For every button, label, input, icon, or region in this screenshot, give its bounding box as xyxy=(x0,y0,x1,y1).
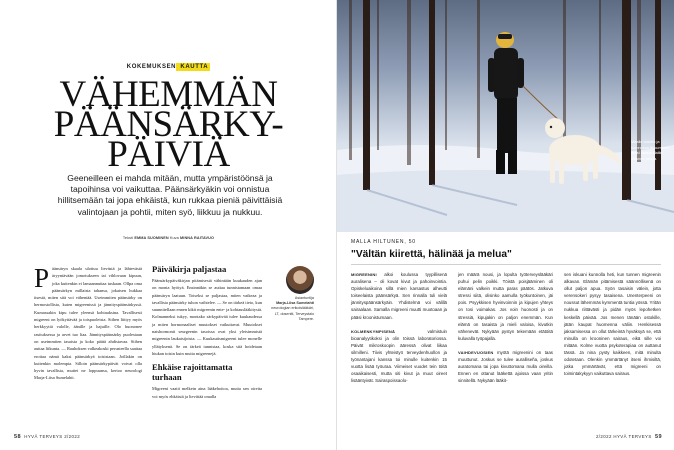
expert-caption-label: Asiantuntija xyxy=(294,296,314,300)
folio-left xyxy=(14,434,80,440)
story-column-1-text-2: valmistuin bioanalyytikoksi ja olin töissä laboratoriossa. Päivät mikroskoopin ääressä olivat liikaa silmilleni. Tiivis yhteistyö terveydenhuollon ja työnantajani kanssa toi minulle kuitenkin 15 vuotta lisää työuraa. Viimeiset vuodet tein töitä osaaikaisesti, mutta siti kivut ja muut oireet lisääntyivät. Sairaspoissaolo- xyxy=(351,328,447,384)
expert-name: Marja-Liisa Sumelahti xyxy=(276,301,314,306)
quote-title: "Vältän kiirettä, hälinää ja melua" xyxy=(351,249,512,260)
drop-cap: P xyxy=(34,263,50,293)
expert-title: neurologian erikoislääkäri, LT, dosentti, Terveystalo Tampere. xyxy=(271,306,314,321)
story-column-2-text-2: myötä migreenini on taas muuttunut. Joskus se tulee auralliseña, joskus auratomana tai jopa kivuttomana mulla oireilla. Ennen en ottanut lääkettä ajoissa vaan yritin sinnitellä. Nykyään lääkit- xyxy=(458,350,553,384)
expert-caption xyxy=(268,296,314,322)
subhead-prevent: Ehkäise rajoittamatta turhaan xyxy=(152,362,233,383)
story-column-2 xyxy=(458,271,553,385)
magazine-name-left: HYVÄ TERVEYS 2/2022 xyxy=(24,434,81,439)
winter-forest-photo xyxy=(337,0,674,232)
headline-line-3: PÄIVIÄ xyxy=(107,134,230,175)
body-column-1 xyxy=(34,265,142,382)
story-column-1-text: alkoi koulussa tyypillisenä auralisena – oli kovat kivut ja pahoinvointia. Opiskeluaikoina sillä mien karsastus alheutti toiseelaista päänsärkyä. Sen rinnalla tuli vielä jännityspäänsärkyäin. Yhdistelmä voi välillä sairaalaan. Samalla migreeni muutti muotoaan ja pääsi kroonistumaan. xyxy=(351,272,447,320)
credits-label-text: Teksti xyxy=(122,236,135,240)
divider-rule xyxy=(351,264,661,265)
credits-author: EMMA SUOMINEN xyxy=(134,236,169,240)
section-tag xyxy=(0,64,337,70)
page-number-left: 58 xyxy=(14,434,22,440)
body-column-1-text: äänsäryn skaala ulottuu lievästä ja lähtevästä äryyntävään jomotukseen tai vihlovaan kipuun, joka kuitenkin ei lamaannuttaa tuskaan. Ollpa oma päänsärkyn millaista tahansa, jokaisen hukkaa itsestä, miten sitä voi vähentää. Useimmiten päänsärky on hermostollista, kuten migreenissä ja jännityspäänsärkyssä. Kumassakin kipu tulee yleensä kohtauksina. Tavallisesti migreeni on lyökyttävää ja toispuoleista. Siihen liittyy myös herkkyyttä valolle, äänille ja hajuille. Olo huononeе rasituksessa ja arvet tuo liaa. Jännityspäänsärky puolestaan on useimmiten tasaista ja koko päätä ahdistavaa. Siihen auttaa liikunta. — Rauhoksen valkeakoski perusteella saattaa erottaa nämä kaksi päänsärkyä toisistaan. Joillakin on kuitenkin molempia. Silloin päänsärkypäivät voivat olla hyvin tavallisia, muttei ne loppuunsa, kertoo neurologi Marja-Liisa Sumelahti. xyxy=(34,266,142,381)
right-page xyxy=(337,0,674,450)
story-column-2-text: jen määrä nousi, ja lopulta työterveyslääkäri puhui pelin poikki. Töistä poisjääminen oli elämäni valkein mutta paras päätös. Jatkuva stressi siitä, olisinko aamulla työkuntoinen, jäi pois. Psyykkisen hyvinvoinnin ja kipujen yhteys on tosi voimakas. Jos voin huonosti ja on stressiä, kipujakin on paljon enemmän. Kun elämä on tasaista ja mieli valoisa, kivutkin vähenevät. Nykyään pystyn tekemään etätöitä kuluvalla työpajalla. xyxy=(458,272,553,341)
headline-line-2: PÄÄNSÄRKY- xyxy=(53,104,284,145)
story-column-3-text: sen iskuani kunnolla heti, kun tunnen migreenin alkavan. Elämän pitämisestä säännöllisenä on ollut paljon apua. Syön tasaisin välein, jotta verensokeri pysyy tasaisena. Unenterpeeni on noussut lähemmäs kymmentä tuntia yössä. Yritän nukkua riittävästi ja pidän myös lepohetken keskellä päivää. Jos menen tänään ostokille, jätän kaupat huomenna väliin. Henkisessä jaksamisessa on ollut tärkeintä hyväksyä se, että minulla on krooninen sairaus, eikä sille voi mitään. Kolme vuotta psykoterapiaa on auttanut tässä. Ja nina pysty kaikkeen, mitä minulta odotetaan. Olenkin ymmärtänyt itseni ihmisiltä, jotka ymmärtävät, että migreeni on toimintakykyyn vaikuttava sairaus. xyxy=(564,272,661,377)
folio-right xyxy=(596,434,662,440)
headline xyxy=(0,74,337,175)
body-column-2-text-2: Migreeni vaatii melkein aina lääkehoitoa, mutta sen oireita voi myös ehkäistä ja lievittää omalla xyxy=(152,386,262,399)
story-lead-word-3: VAIHDEVUOSIEN xyxy=(458,350,494,356)
expert-portrait xyxy=(286,266,314,294)
subhead-diary: Päiväkirja paljastaa xyxy=(152,264,227,274)
page-number-right: 59 xyxy=(654,434,662,440)
lead-paragraph: Geeneilleen ei mahda mitään, mutta ympäristöönsä ja tapoihinsa voi vaikuttaa. Päänsärkyäkin voi onnistua hillitsemään tai jopa ehkäistä, kun rukkaa pieniä päivittäisiä valintojaan ja pohtii, miten syö, liikkuu ja nukkuu. xyxy=(57,173,283,217)
body-column-2-text: Päänsärkypäiväkirjan pitämisestä vähintään kuukauden ajan on monta hyötyä. Ensinnäkin se auttaa tunnistamaan omaa päänsäryn laatuun. Toiseksi se paljastaa, miten vaikeaa ja tavallista päänsärky tuhon vaihtelee. — Se on tärkeä tieto, kun suunnitellaan ennen kikit migreenin ente- ja kohtauslääkitystä. Kolmanneksi tukyy, montako särkypäivää tulee kuukaudessa ja miten hormonaaliset muutokset vaikuttavat. Muutokset naishormonit seurgeenin tasoissa ovat yksi yleisimmistä migreenin laukaisijoista. — Kuukautismigreeni tulee monelle yllätyksenä. Se on tärkeä tunnistaa, koska sitä hoidetaan hiukan toisin kuin muita migreenejä. xyxy=(152,278,262,356)
photo-illustration xyxy=(337,0,674,232)
section-tag-highlight: KAUTTA xyxy=(178,64,209,70)
article-credits xyxy=(0,236,337,240)
profile-kicker: MALLA HILTUNEN, 50 xyxy=(351,239,416,245)
headline-line-1: VÄHEMMÄN xyxy=(59,74,278,115)
story-lead-word-1: MIGREENINI xyxy=(351,272,377,277)
section-tag-text: KOKEMUKSEN xyxy=(126,64,177,70)
photo-caption: Maalle muutto ja luonnossa liikkuminen lisäsi kaksia Hallin hiltunen peloja. xyxy=(631,139,670,161)
story-column-3 xyxy=(564,271,661,377)
body-column-2 xyxy=(152,264,262,400)
credits-label-photo: Kuva xyxy=(168,236,181,240)
credits-photographer: MINNA RAITAVUO xyxy=(180,236,215,240)
magazine-name-right: 2/2022 HYVÄ TERVEYS xyxy=(595,434,652,439)
story-column-1 xyxy=(351,271,447,385)
story-lead-word-2: KOLMENKYMPISENÄ xyxy=(351,328,396,334)
